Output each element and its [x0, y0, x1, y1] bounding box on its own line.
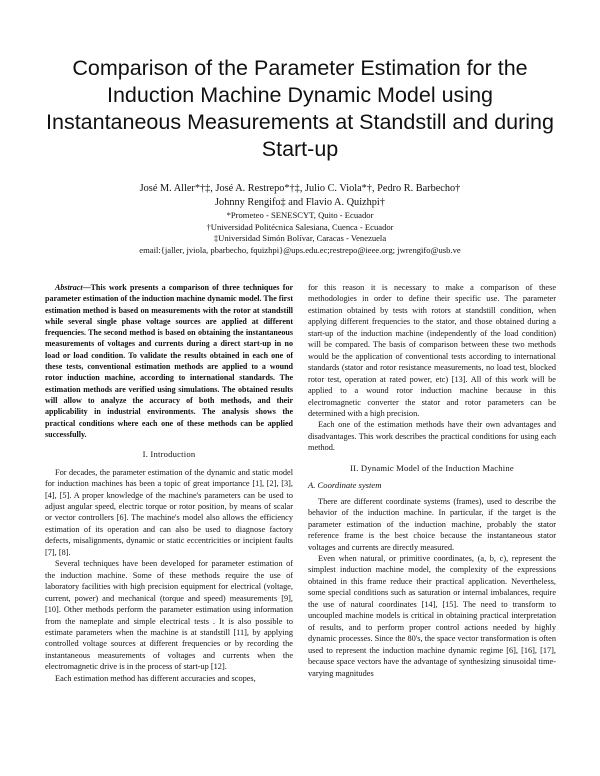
- abstract-text: —This work presents a comparison of three techniques for parameter estimation of the induction machine dynamic model. The first estimation method is based on measurements with the rotor at standstill while several single phase voltage sources are applied at different frequencies. The second method is based on obtaining the instantaneous measurements of voltages and currents during a direct start-up in no load or load condition. To validate the results obtained in each one of these tests, conventional estimation methods are applied to a wound rotor induction machine, according to international standards. The estimation methods are verified using simulations. The obtained results will allow to analyze the accuracy of both methods, and their applicability in industrial environments. The analysis shows the practical conditions where each one of these methods can be applied successfully.: [45, 283, 293, 439]
- right-paragraph-4: Even when natural, or primitive coordinates, (a, b, c), represent the simplest induction machine model, the complexity of the expressions obtained in this frame reduce their practical application. Nevertheless, some special conditions such as saturation or internal imbalances, require the use of natural coordinates [14], [15]. The need to transform to uncoupled machine models is critical in obtaining practical interpretation of results, and to perform proper control actions needed by highly dynamic processes. Since the 80's, the space vector transformation is often used to represent the induction machine dynamic regime [6], [16], [17], because space vectors have the advantage of synthesizing sinusoidal time-varying magnitudes: [308, 553, 556, 678]
- intro-paragraph-1: For decades, the parameter estimation of the dynamic and static model for induction machines has been a topic of great importance [1], [2], [3], [4], [5]. A proper knowledge of the machine's parameters can be used to adjust angular speed, electric torque or rotor position, by means of scalar or vector controllers [6]. The machine's model also allows the efficiency estimation of its operation and can also be used to diagnose factory defects, misalignments, dynamic or static eccentricities or incipient faults [7], [8].: [45, 467, 293, 557]
- section-1-heading: I. Introduction: [142, 449, 196, 460]
- right-paragraph-3: There are different coordinate systems (frames), used to describe the behavior of the induction machine. In particular, if the target is the parameter estimation of the induction machine, probably the stator reference frame is the best choice because the instantaneous stator voltages and currents are directly measured.: [308, 496, 556, 552]
- subsection-a-heading: A. Coordinate system: [308, 480, 382, 491]
- abstract: [45, 282, 293, 440]
- right-column: [308, 282, 556, 679]
- authors: [20, 182, 580, 210]
- abstract-label: Abstract: [55, 283, 83, 292]
- intro-paragraph-2: Several techniques have been developed for parameter estimation of the induction machine. Some of these methods require the use of laboratory facilities with high precision equipment for electrical (voltage, current, power) and mechanical (torque and speed) measurements [9], [10]. Other methods perform the parameter estimation using information from the nameplate and simple electrical tests . It is also possible to estimate parameters when the machine is at standstill [11], by applying controlled voltage sources at different frequencies or by recording the instantaneous measurements of voltages and currents when the electromagnetic drive is in the process of start-up [12].: [45, 559, 293, 672]
- right-paragraph-1: for this reason it is necessary to make a comparison of these methodologies in order to define their specific use. The parameter estimation obtained by tests with rotors at standstill condition, when applying different frequencies to the stator, and those obtained during a start-up of the induction machine (independently of the load condition) will be compared. The basis of comparison between these two methods would be the application of conventional tests according to international standards (stator and rotor resistance measurements, no load test, blocked rotor test, operation at rated power, etc) [13]. All of this work will be applied to a wound rotor induction machine because in this electromagnetic converter the stator and rotor parameters can be determined with a high precision.: [308, 283, 556, 418]
- email-line: email:{jaller, jviola, pbarbecho, fquizhpi}@ups.edu.ec;restrepo@ieee.org; jwrengifo@usb.ve: [139, 244, 461, 255]
- left-column: [45, 282, 293, 684]
- right-paragraph-2: Each one of the estimation methods have their own advantages and disadvantages. This work describes the practical conditions for using each method.: [308, 420, 556, 453]
- section-2-heading: II. Dynamic Model of the Induction Machine: [350, 462, 514, 473]
- affiliation-1: *Prometeo - SENESCYT, Quito - Ecuador: [226, 210, 374, 220]
- affiliations: [20, 210, 580, 256]
- authors-line-1: José M. Aller*†‡, José A. Restrepo*†‡, Julio C. Viola*†, Pedro R. Barbecho†: [139, 183, 461, 194]
- intro-paragraph-3: Each estimation method has different accuracies and scopes,: [55, 673, 256, 683]
- paper-title: Comparison of the Parameter Estimation for the Induction Machine Dynamic Model using Instantaneous Measurements at Standstill and during Start-up: [46, 56, 554, 161]
- authors-line-2: Johnny Rengifo‡ and Flavio A. Quizhpi†: [215, 197, 385, 208]
- affiliation-3: ‡Universidad Simón Bolívar, Caracas - Venezuela: [213, 233, 387, 244]
- affiliation-2: †Universidad Politécnica Salesiana, Cuenca - Ecuador: [206, 221, 394, 232]
